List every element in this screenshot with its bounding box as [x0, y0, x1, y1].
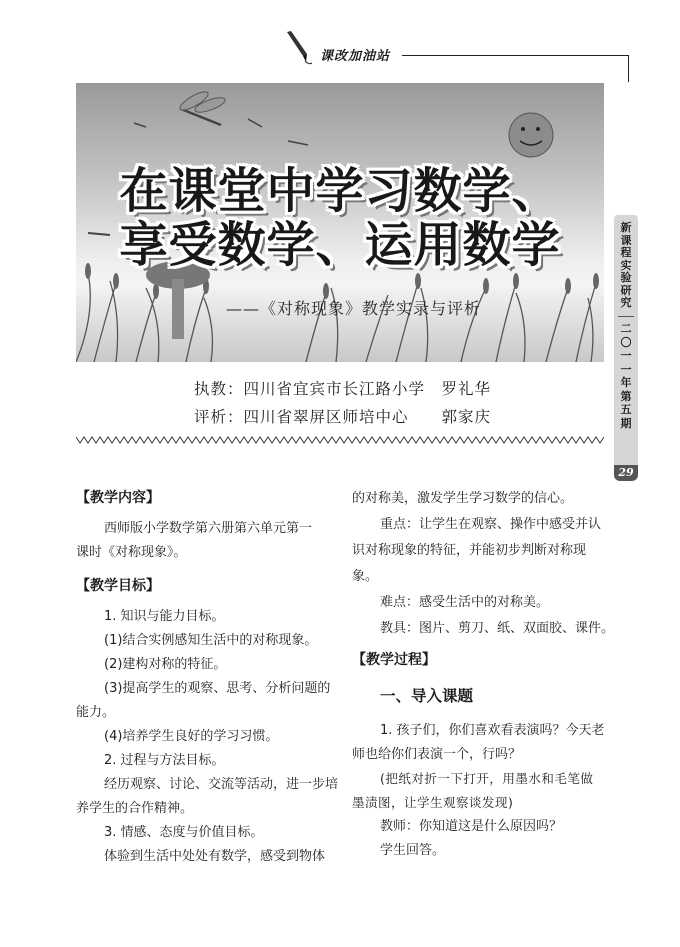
goals-line: (3)提高学生的观察、思考、分析问题的	[104, 681, 331, 696]
banner-title-line2: 享受数学、运用数学	[119, 217, 561, 273]
goals-line: 养学生的合作精神。	[76, 801, 194, 816]
goals-line: 2. 过程与方法目标。	[104, 753, 225, 768]
teacher-credit: 执教：四川省宜宾市长江路小学 罗礼华	[194, 380, 492, 398]
body-line: 1. 孩子们，你们喜欢看表演吗？今天老	[380, 723, 605, 738]
body-line: 教具：图片、剪刀、纸、双面胶、课件。	[380, 621, 615, 636]
process-heading: 【教学过程】	[352, 652, 436, 668]
pen-icon	[283, 30, 313, 66]
journal-name: 新课程实验研究	[620, 221, 632, 309]
banner-title-line1: 在课堂中学习数学、	[119, 163, 561, 219]
goals-line: 体验到生活中处处有数学，感受到物体	[104, 849, 326, 864]
right-column	[352, 488, 615, 878]
left-column	[76, 488, 339, 878]
body-line: 的对称美，激发学生学习数学的信心。	[352, 491, 574, 506]
body-line: (把纸对折一下打开，用墨水和毛笔做	[380, 771, 594, 786]
section-tag: 课改加油站	[320, 49, 391, 64]
goals-heading: 【教学目标】	[76, 578, 160, 594]
goals-line: (4)培养学生良好的学习习惯。	[104, 729, 279, 744]
content-line: 课时《对称现象》。	[76, 545, 187, 560]
body-line: 教师：你知道这是什么原因吗？	[380, 819, 563, 834]
body-line: 象。	[352, 569, 379, 584]
side-separator	[618, 316, 634, 317]
banner-subtitle: ——《对称现象》教学实录与评析	[226, 299, 482, 318]
issue-label: 二〇一一年第五期	[620, 322, 632, 430]
goals-line: (2)建构对称的特征。	[104, 657, 227, 672]
section-heading: 一、导入课题	[380, 687, 474, 705]
body-line: 识对称现象的特征，并能初步判断对称现	[352, 543, 587, 558]
goals-line: 3. 情感、态度与价值目标。	[104, 825, 264, 840]
title-banner	[76, 83, 604, 362]
zigzag-divider	[76, 436, 604, 444]
body-line: 难点：感受生活中的对称美。	[380, 595, 550, 610]
header-rule-vertical	[628, 55, 629, 82]
reviewer-credit: 评析：四川省翠屏区师培中心 郭家庆	[194, 408, 492, 426]
goals-line: 能力。	[76, 705, 116, 720]
content-line: 西师版小学数学第六册第六单元第一	[104, 521, 313, 536]
page-number: 29	[614, 465, 638, 481]
header-rule	[402, 55, 628, 56]
goals-line: 1. 知识与能力目标。	[104, 609, 225, 624]
goals-line: (1)结合实例感知生活中的对称现象。	[104, 633, 318, 648]
body-line: 师也给你们表演一个，行吗？	[352, 747, 522, 762]
content-heading: 【教学内容】	[76, 490, 160, 506]
body-line: 重点：让学生在观察、操作中感受并认	[380, 517, 602, 532]
goals-line: 经历观察、讨论、交流等活动，进一步培	[104, 777, 339, 792]
body-line: 墨渍图，让学生观察谈发现)	[352, 795, 514, 810]
body-line: 学生回答。	[380, 843, 446, 858]
